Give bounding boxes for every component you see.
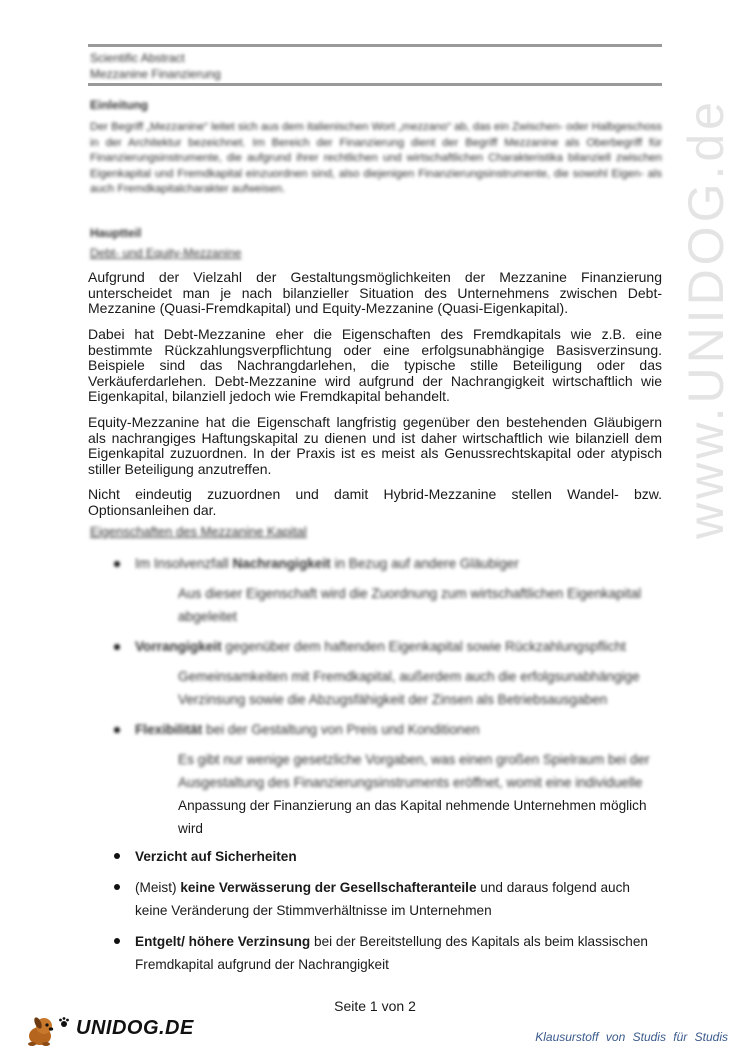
bullet-post: bei der Bereitstellung des Kapitals als beim klassischen Fremdkapital aufgrund der Nachrangigkeit bbox=[135, 934, 648, 972]
bullet-post: gegenüber dem haftenden Eigenkapital sowie Rückzahlungspflicht bbox=[221, 639, 626, 654]
bullet-dot bbox=[114, 644, 120, 650]
bullet-bold: Verzicht auf Sicherheiten bbox=[135, 849, 297, 864]
bullet-sub-text: Es gibt nur wenige gesetzliche Vorgaben, was einen großen Spielraum bei der Ausgestaltung des Finanzierungsinstruments eröffnet, womit eine individuelle bbox=[178, 752, 650, 790]
debt-equity-subheading: Debt- und Equity-Mezzanine bbox=[90, 246, 242, 260]
header-line-2: Mezzanine Finanzierung bbox=[90, 67, 221, 81]
page-number: Seite 1 von 2 bbox=[334, 998, 416, 1014]
bullet-pre: Im Insolvenzfall bbox=[135, 556, 233, 571]
bullet-dot bbox=[114, 853, 120, 859]
hauptteil-heading: Hauptteil bbox=[90, 226, 142, 240]
logo-text: UNIDOG.DE bbox=[76, 1017, 194, 1039]
bullet-dot bbox=[114, 561, 120, 567]
bullet-pre: (Meist) bbox=[135, 880, 181, 895]
bullet-sicherheiten bbox=[135, 845, 663, 868]
bullet-bold: Vorrangigkeit bbox=[135, 639, 222, 654]
watermark: www.UNIDOG.de bbox=[678, 98, 734, 539]
bullet-verzinsung bbox=[135, 930, 663, 976]
paw-icon bbox=[58, 1016, 70, 1028]
bullet-post: in Bezug auf andere Gläubiger bbox=[330, 556, 519, 571]
paragraph-2: Dabei hat Debt-Mezzanine eher die Eigenschaften des Fremdkapitals wie z.B. eine bestimmte Rückzahlungsverpflichtung oder eine erfolgsunabhängige Basisverzinsung. Beispiele sind das Nachrangdarlehen, die typische stille Beteiligung oder das Verkäuferdarlehen. Debt-Mezzanine wird aufgrund der Nachrangigkeit wirtschaftlich wie Eigenkapital, bilanziell jedoch wie Fremdkapital behandelt. bbox=[88, 326, 662, 404]
bullet-post: bei der Gestaltung von Preis und Konditionen bbox=[202, 722, 480, 737]
flexibility-continuation: Anpassung der Finanzierung an das Kapital nehmende Unternehmen möglich wird bbox=[178, 798, 647, 836]
paragraph-3: Equity-Mezzanine hat die Eigenschaft langfristig gegenüber den bestehenden Gläubigern als nachrangiges Haftungskapital zu dienen und ist daher wirtschaftlich wie bilanziell dem Eigenkapital zuzuordnen. In der Praxis ist es meist als Genussrechtskapital oder atypisch stiller Beteiligung anzutreffen. bbox=[88, 414, 662, 477]
paragraph-4: Nicht eindeutig zuzuordnen und damit Hybrid-Mezzanine stellen Wandel- bzw. Optionsanleihen dar. bbox=[88, 486, 662, 518]
bullet-bold: Nachrangigkeit bbox=[232, 556, 331, 571]
bullet-sub-text: Aus dieser Eigenschaft wird die Zuordnung zum wirtschaftlichen Eigenkapital abgeleitet bbox=[178, 586, 642, 624]
header-top-rule bbox=[88, 44, 662, 47]
einleitung-heading: Einleitung bbox=[90, 98, 148, 112]
bullet-sub-text: Gemeinsamkeiten mit Fremdkapital, außerdem auch die erfolgsunabhängige Verzinsung sowie die Abzugsfähigkeit der Zinsen als Betriebsausgaben bbox=[178, 669, 640, 707]
einleitung-text: Der Begriff „Mezzanine“ leitet sich aus dem italienischen Wort „mezzano“ ab, das ein Zwischen- oder Halbgeschoss in der Architektur bezeichnet. Im Bereich der Finanzierung dient der Begriff Mezzanine als Oberbegriff für Finanzierungsinstrumente, die aufgrund ihrer rechtlichen und wirtschaftlichen Charakteristika bilanziell zwischen Eigenkapital und Fremdkapital einzuordnen sind, also diejenigen Finanzierungsinstrumente, die sowohl Eigen- als auch Fremdkapitalcharakter aufweisen. bbox=[90, 121, 662, 195]
bullet-bold: Flexibilität bbox=[135, 722, 203, 737]
bullet-flexibilitaet bbox=[135, 718, 663, 741]
header-line-1: Scientific Abstract bbox=[90, 51, 185, 65]
bullet-bold: keine Verwässerung der Gesellschafteranteile bbox=[180, 880, 477, 895]
unidog-logo[interactable] bbox=[22, 1014, 194, 1048]
bullet-post: und daraus folgend auch keine Veränderung der Stimmverhältnisse im Unternehmen bbox=[135, 880, 630, 918]
bullet-dot bbox=[114, 938, 120, 944]
bullet-vorrangigkeit bbox=[135, 635, 663, 658]
eigenschaften-heading: Eigenschaften des Mezzanine Kapital bbox=[90, 524, 307, 539]
header-bottom-rule bbox=[88, 83, 662, 86]
bullet-bold: Entgelt/ höhere Verzinsung bbox=[135, 934, 311, 949]
bullet-dot bbox=[114, 884, 120, 890]
dog-mascot-icon bbox=[22, 1014, 56, 1048]
bullet-nachrangigkeit bbox=[135, 552, 663, 575]
bullet-verwaesserung bbox=[135, 876, 663, 922]
paragraph-1: Aufgrund der Vielzahl der Gestaltungsmöglichkeiten der Mezzanine Finanzierung unterscheidet man je nach bilanzieller Situation des Unternehmens zwischen Debt-Mezzanine (Quasi-Fremdkapital) und Equity-Mezzanine (Quasi-Eigenkapital). bbox=[88, 269, 662, 316]
bullet-dot bbox=[114, 727, 120, 733]
tagline: Klausurstoff von Studis für Studis bbox=[535, 1030, 728, 1044]
